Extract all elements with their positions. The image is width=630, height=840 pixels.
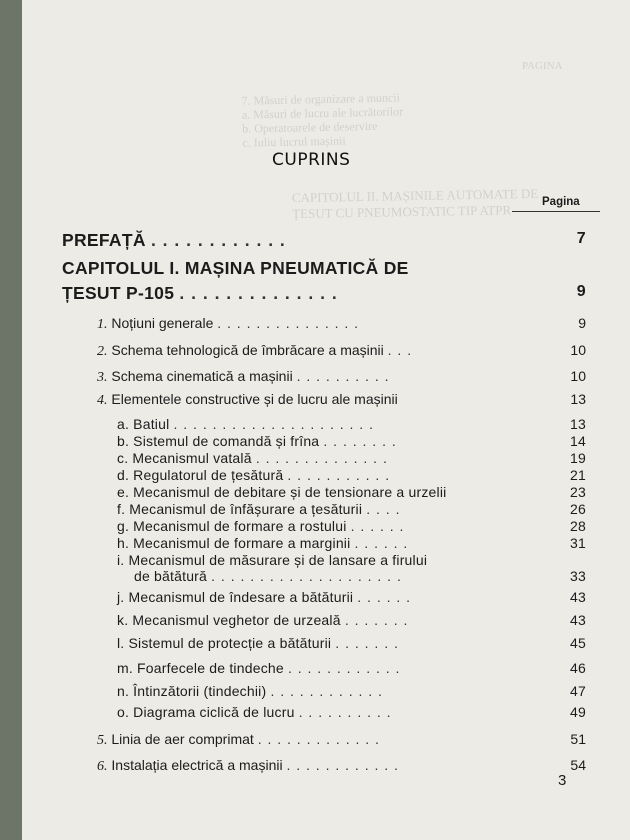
leader-dots: . . . . . . . [344,612,409,628]
toc-entry-title: Schema tehnologică de îmbrăcare a mașinii [111,342,384,358]
page-column-header: Pagina [542,196,580,208]
toc-entry-title: j. Mecanismul de îndesare a bătăturii [117,589,354,605]
leader-dots: . . . . . . . . . . . . . . [179,283,338,303]
leader-dots: . . . . . . . . . . . . . . [255,450,388,466]
toc-entry-page: 45 [570,635,586,651]
toc-entry-page: 23 [570,484,586,500]
toc-entry-title: e. Mecanismul de debitare și de tensionare a urzelii [117,484,447,500]
leader-dots: . . . . . . . . . . . . [150,230,286,250]
toc-entry-title: g. Mecanismul de formare a rostului [117,518,347,534]
toc-entry-title: f. Mecanismul de înfășurare a țesăturii [117,501,363,517]
toc-entry-page: 51 [570,731,586,747]
leader-dots: . . . . . . . . . . . . . [257,731,380,747]
toc-entry-page: 28 [570,518,586,534]
toc-entry-page: 31 [570,535,586,551]
bleed-through-text: PAGINA [522,60,563,72]
toc-entry-page: 46 [570,660,586,676]
toc-entry-title: o. Diagrama ciclică de lucru [117,704,295,720]
toc-entry-page: 9 [576,283,586,300]
leader-dots: . . . . . . [357,589,412,605]
toc-entry-page: 13 [570,416,586,432]
toc-entry-title: Noțiuni generale [111,315,214,331]
toc-entry-page: 26 [570,501,586,517]
section-number: 5. [97,733,108,748]
leader-dots: . . . . . . . . . . . . [287,660,401,676]
leader-dots: . . . . . . [350,518,405,534]
toc-entry-title: Elementele constructive și de lucru ale mașinii [111,391,398,407]
toc-entry-title: de bătătură [134,568,208,584]
header-rule [512,211,600,212]
leader-dots: . . . . . . . . . . . . . . . [217,315,360,331]
book-page [22,0,630,840]
toc-entry-title: b. Sistemul de comandă și frîna [117,433,320,449]
toc-entry-title: l. Sistemul de protecție a bătăturii [117,635,332,651]
leader-dots: . . . . . . . [335,635,399,651]
leader-dots: . . . . . . . . . . [296,368,390,384]
toc-entry-page: 33 [570,568,586,584]
toc-entry-title: n. Întinzătorii (tindechii) [117,683,267,699]
toc-entry-title: Schema cinematică a mașinii [111,368,293,384]
toc-entry-page: 49 [570,704,586,720]
toc-entry-page: 7 [576,230,586,247]
bleed-through-text: 7. Măsuri de organizare a muncii a. Măsuri de lucru ale lucrătorilor b. Operatoarele de deservire c. Iuliu lucrul mașinii [241,90,404,150]
toc-entry-title: k. Mecanismul veghetor de urzeală [117,612,341,628]
leader-dots: . . . . . . . . . . . . [270,683,383,699]
toc-entry-page: 47 [570,683,586,699]
section-number: 6. [97,759,108,774]
toc-title: CUPRINS [272,150,351,170]
toc-entry-title: d. Regulatorul de țesătură [117,467,284,483]
leader-dots: . . . . . . . . . . [298,704,392,720]
toc-entry-page: 10 [570,342,586,358]
toc-entry-title: a. Batiul [117,416,170,432]
section-number: 1. [97,317,108,332]
section-number: 3. [97,370,108,385]
toc-entry-page: 43 [570,589,586,605]
toc-entry-page: 9 [578,315,586,331]
leader-dots: . . . . . . [354,535,409,551]
leader-dots: . . . . [366,501,401,517]
toc-entry-title: h. Mecanismul de formare a marginii [117,535,351,551]
bleed-through-text: CAPITOLUL II. MAȘINILE AUTOMATE DE ȚESUT CU PNEUMOSTATIC TIP ATPR [291,185,539,222]
leader-dots: . . . . . . . . . . . [287,467,391,483]
toc-entry-page: 19 [570,450,586,466]
leader-dots: . . . . . . . . . . . . . . . . . . . . [211,568,402,584]
toc-entry-page: 10 [570,368,586,384]
toc-entry-page: 43 [570,612,586,628]
toc-entry-title: Instalația electrică a mașinii [111,757,283,773]
toc-entry-title: PREFAȚĂ [62,230,146,250]
leader-dots: . . . . . . . . [323,433,397,449]
toc-entry-title: ȚESUT P-105 [62,283,175,303]
section-number: 2. [97,344,108,359]
page-number: 3 [558,772,567,789]
toc-entry-title: c. Mecanismul vatală [117,450,252,466]
toc-entry-title: CAPITOLUL I. MAȘINA PNEUMATICĂ DE [62,258,409,278]
toc-entry-title: Linia de aer comprimat [111,731,254,747]
leader-dots: . . . . . . . . . . . . [286,757,399,773]
toc-entry-page: 13 [570,391,586,407]
toc-entry-page: 21 [570,467,586,483]
toc-entry-page: 54 [570,757,586,773]
toc-entry-title: i. Mecanismul de măsurare și de lansare a firului [117,552,428,568]
toc-entry-page: 14 [570,433,586,449]
toc-entry-title: m. Foarfecele de tindeche [117,660,284,676]
section-number: 4. [97,393,108,408]
leader-dots: . . . [387,342,413,358]
leader-dots: . . . . . . . . . . . . . . . . . . . . . [173,416,374,432]
